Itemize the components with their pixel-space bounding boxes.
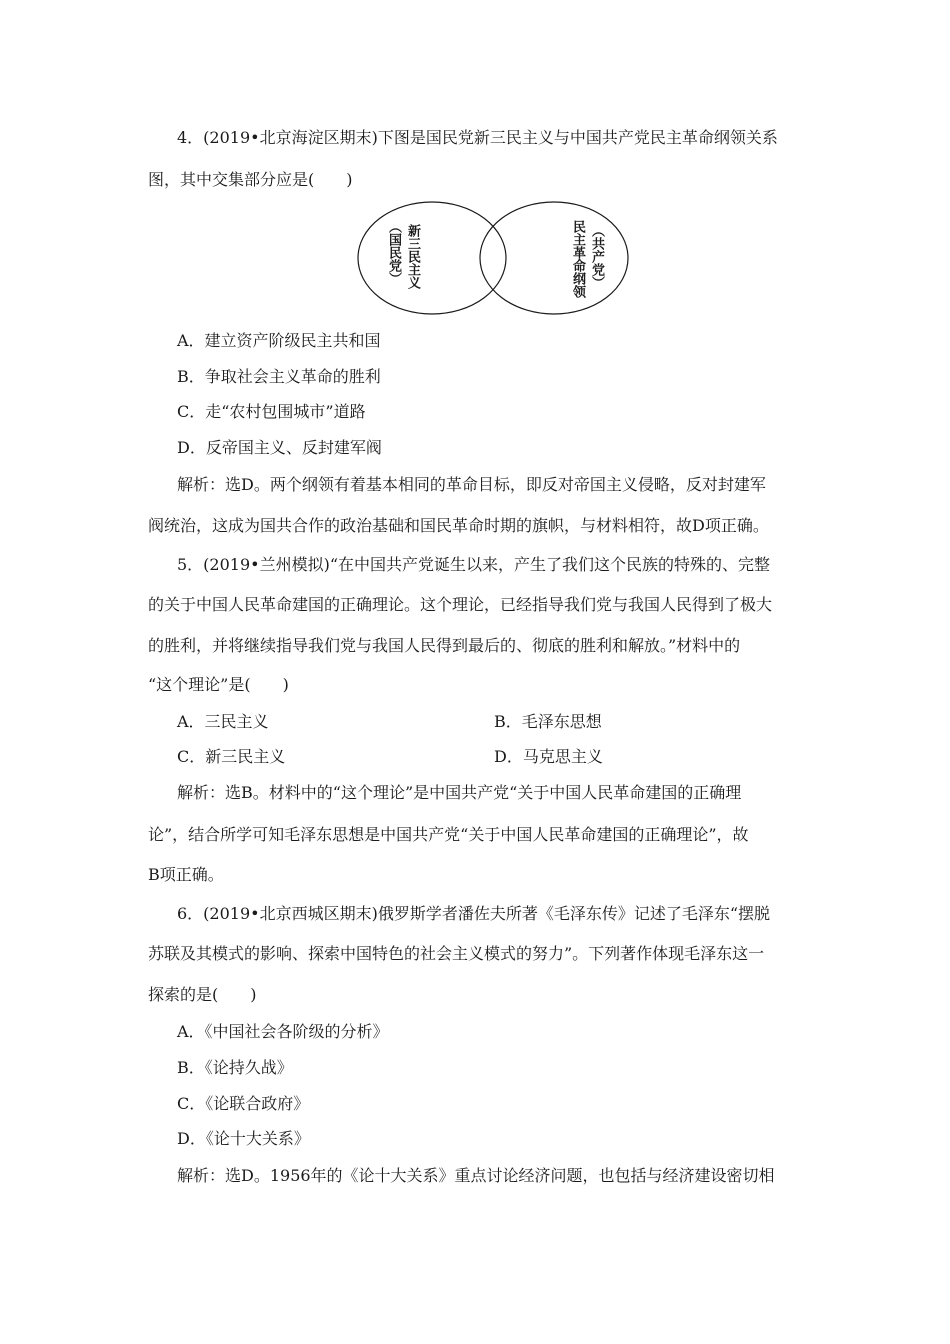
- q6-option-d: D．《论十大关系》: [177, 1129, 310, 1148]
- q6-option-b: B．《论持久战》: [177, 1058, 293, 1077]
- venn-right-sublabel: （共产党）: [589, 224, 604, 289]
- q5-option-a: A．三民主义: [177, 712, 269, 731]
- venn-right-label: 民主革命纲领: [570, 220, 585, 298]
- q6-option-a: A．《中国社会各阶级的分析》: [177, 1022, 389, 1041]
- q4-analysis-line1: 解析：选D。两个纲领有着基本相同的革命目标，即反对帝国主义侵略，反对封建军: [177, 475, 766, 494]
- venn-left-sublabel: （国民党）: [386, 220, 401, 285]
- q5-analysis-line2: 论”，结合所学可知毛泽东思想是中国共产党“关于中国人民革命建国的正确理论”，故: [148, 825, 749, 844]
- venn-diagram: [350, 200, 635, 316]
- q5-analysis-line1: 解析：选B。材料中的“这个理论”是中国共产党“关于中国人民革命建国的正确理: [177, 783, 742, 802]
- q6-analysis-line1: 解析：选D。1956年的《论十大关系》重点讨论经济问题，也包括与经济建设密切相: [177, 1166, 775, 1185]
- q6-stem-line2: 苏联及其模式的影响、探索中国特色的社会主义模式的努力”。下列著作体现毛泽东这一: [148, 944, 765, 963]
- q5-stem-line2: 的关于中国人民革命建国的正确理论。这个理论，已经指导我们党与我国人民得到了极大: [148, 595, 773, 614]
- q4-stem-line1: 4．(2019•北京海淀区期末)下图是国民党新三民主义与中国共产党民主革命纲领关系: [177, 128, 778, 147]
- q4-option-a: A．建立资产阶级民主共和国: [177, 331, 381, 350]
- q4-option-c: C．走“农村包围城市”道路: [177, 402, 366, 421]
- q5-stem-line1: 5．(2019•兰州模拟)“在中国共产党诞生以来，产生了我们这个民族的特殊的、完整: [177, 555, 771, 574]
- q5-option-d: D．马克思主义: [494, 747, 603, 766]
- q5-stem-line4: “这个理论”是( ): [148, 675, 289, 694]
- q6-option-c: C．《论联合政府》: [177, 1094, 310, 1113]
- venn-left-label: 新三民主义: [405, 224, 420, 289]
- q5-option-c: C．新三民主义: [177, 747, 286, 766]
- q4-option-b: B．争取社会主义革命的胜利: [177, 367, 381, 386]
- q6-stem-line3: 探索的是( ): [148, 985, 257, 1004]
- q5-analysis-line3: B项正确。: [148, 865, 224, 884]
- q5-option-b: B．毛泽东思想: [494, 712, 602, 731]
- q4-option-d: D．反帝国主义、反封建军阀: [177, 438, 382, 457]
- q6-stem-line1: 6．(2019•北京西城区期末)俄罗斯学者潘佐夫所著《毛泽东传》记述了毛泽东“摆脱: [177, 904, 771, 923]
- q4-stem-line2: 图，其中交集部分应是( ): [148, 170, 353, 189]
- q5-stem-line3: 的胜利，并将继续指导我们党与我国人民得到最后的、彻底的胜利和解放。”材料中的: [148, 636, 741, 655]
- q4-analysis-line2: 阀统治，这成为国共合作的政治基础和国民革命时期的旗帜，与材料相符，故D项正确。: [148, 516, 769, 535]
